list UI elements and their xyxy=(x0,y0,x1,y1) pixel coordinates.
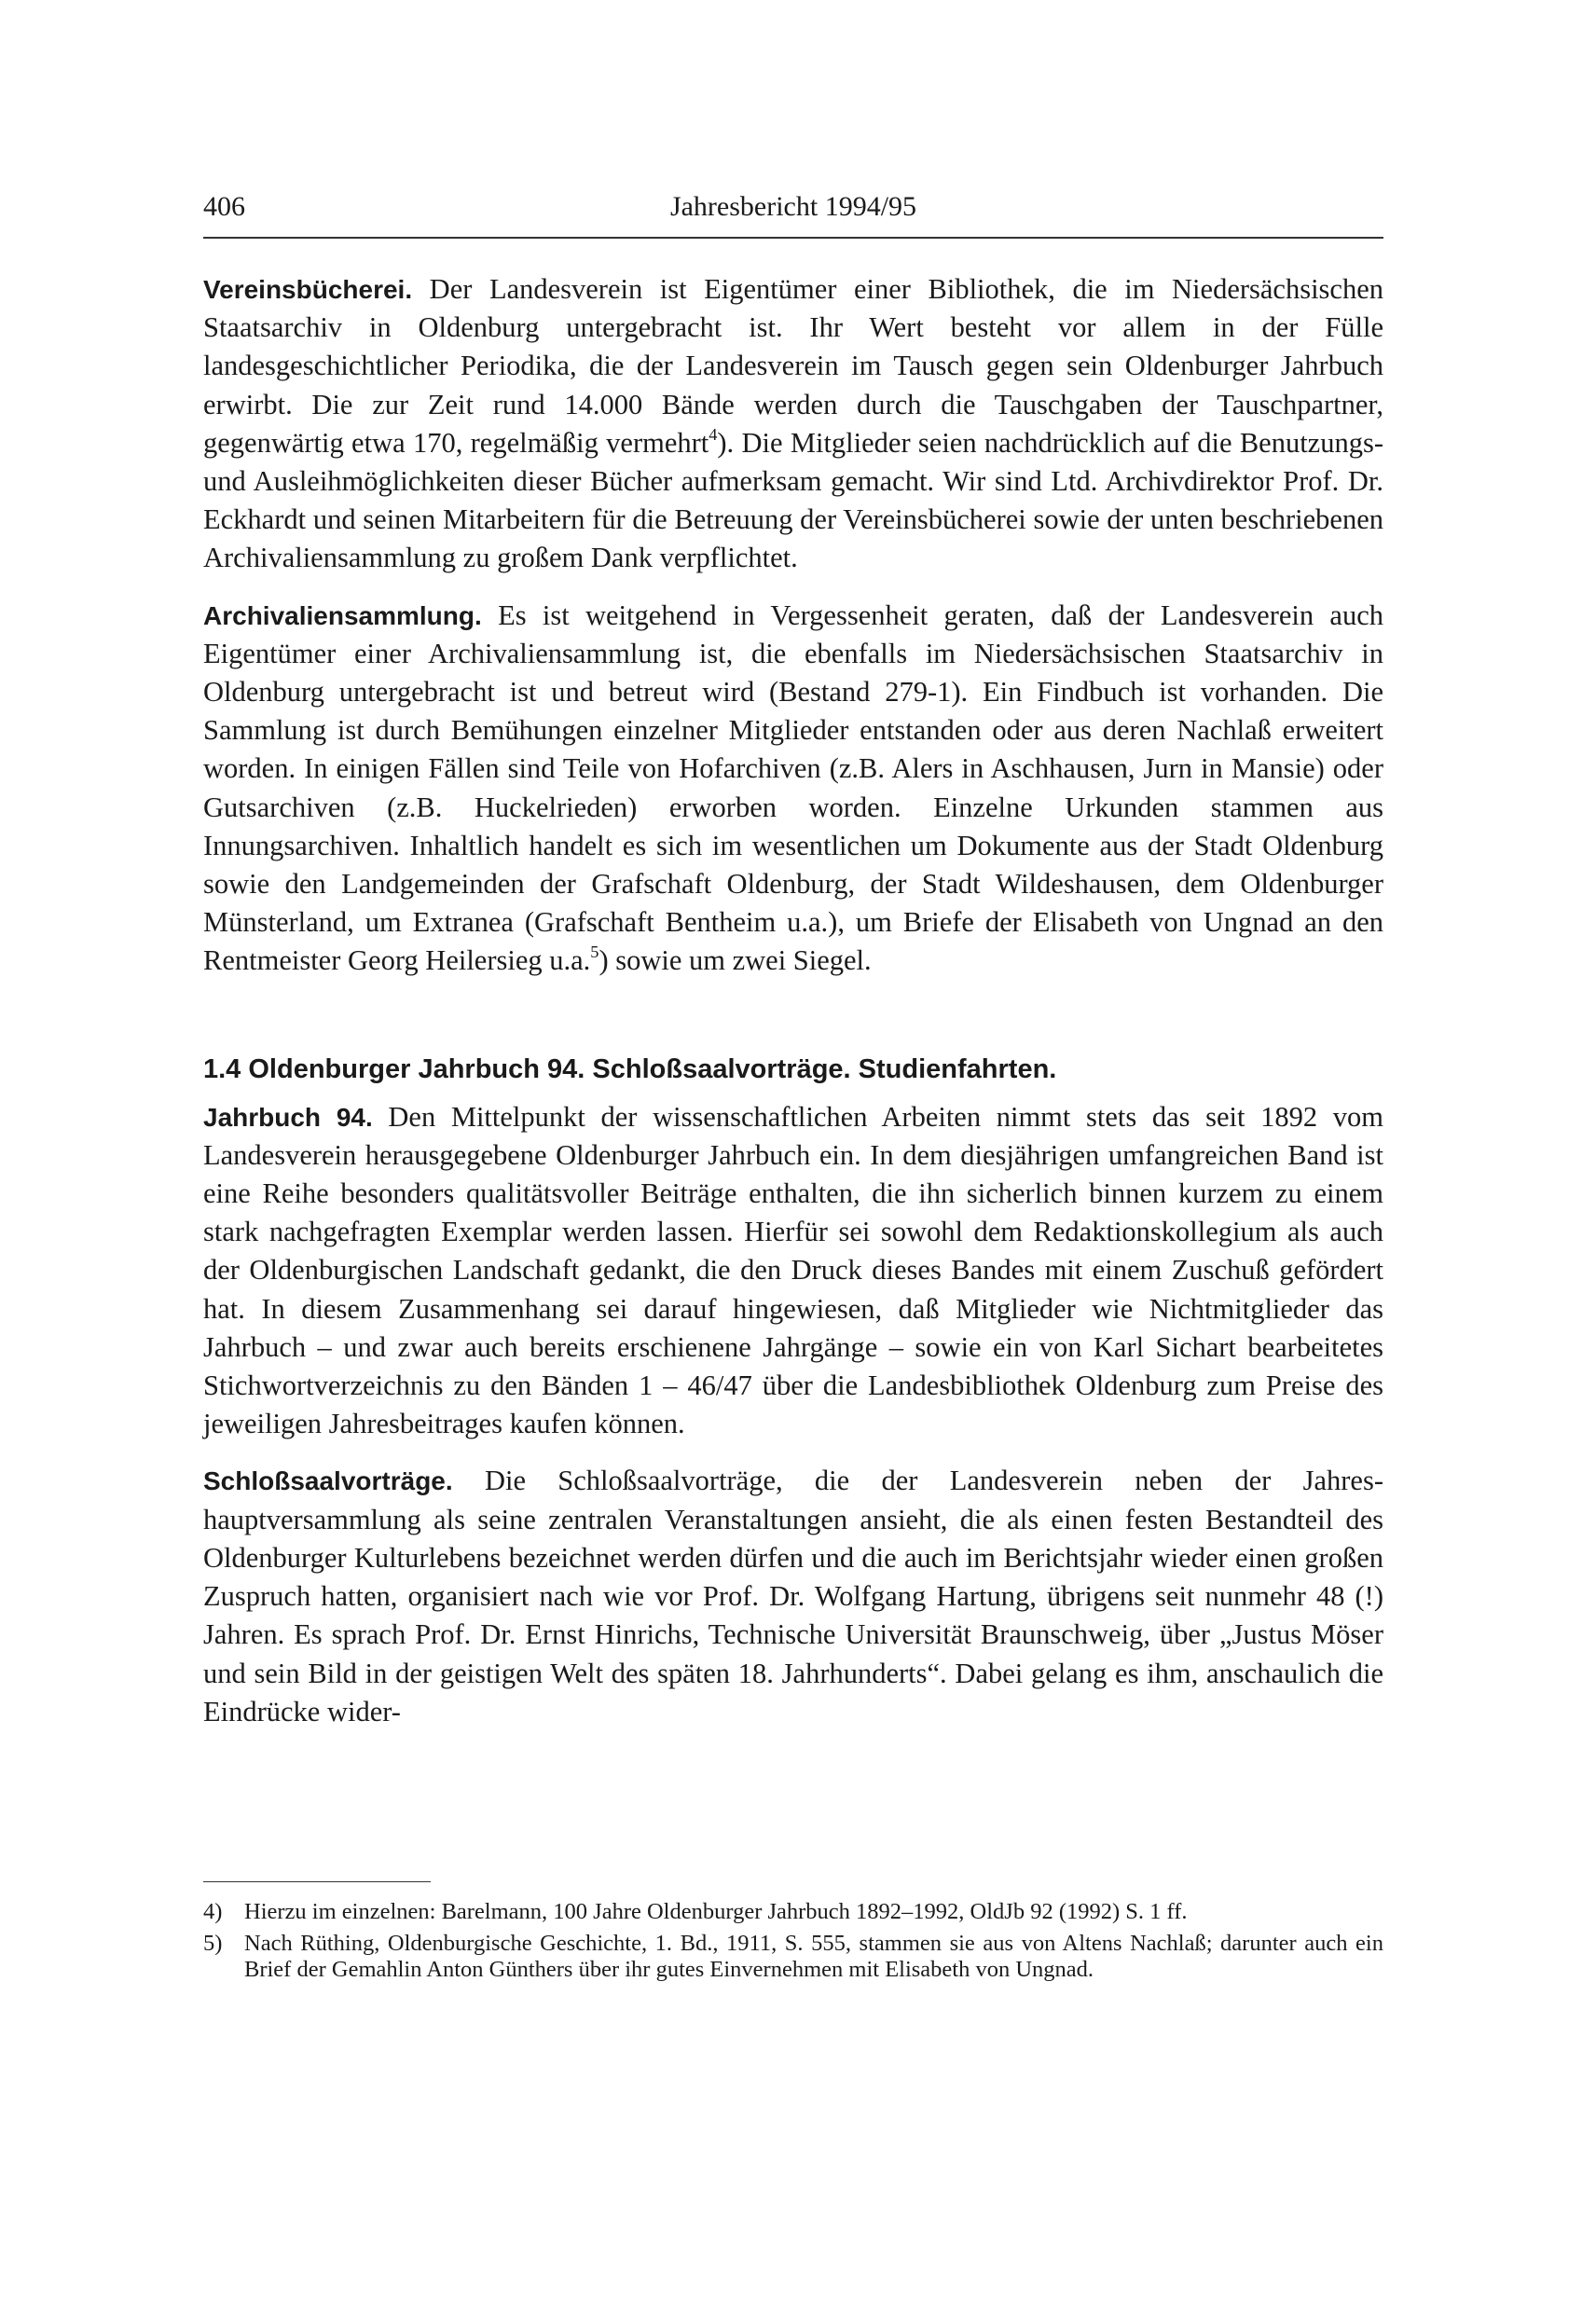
paragraph-text: ). Die Mitglieder seien nachdrücklich auf die Benutzungs- und Ausleihmöglichkeiten dieser Bücher aufmerksam gemacht. Wir sind Ltd. Archivdirektor Prof. Dr. Eckhardt und seinen Mitarbeitern für die Betreuung der Vereinsbücherei sowie der unten beschriebenen Archivaliensammlung zu großem Dank verpflichtet. xyxy=(203,426,1383,574)
paragraph-text: Der Landesverein ist Eigentümer einer Bibliothek, die im Niedersächsischen Staatsarchiv in Oldenburg untergebracht ist. Ihr Wert besteht vor allem in der Fülle landesgeschichtlicher Periodika, die der Landesverein im Tausch gegen sein Oldenburger Jahrbuch erwirbt. Die zur Zeit rund 14.000 Bände werden durch die Tauschgaben der Tauschpartner, gegenwärtig etwa 170, regelmäßig vermehrt xyxy=(203,273,1383,459)
paragraph-text: ) sowie um zwei Siegel. xyxy=(598,944,872,977)
footnote-text: Nach Rüthing, Oldenburgische Geschichte, 1. Bd., 1911, S. 555, stammen sie aus von Altens Nachlaß; darunter auch ein Brief der Gemahlin Anton Günthers über ihr gutes Einvernehmen mit Elisabeth von Ungnad. xyxy=(244,1931,1383,1982)
paragraph-schlosssaal xyxy=(203,1462,1383,1730)
footnote-4 xyxy=(203,1899,1383,1925)
running-header xyxy=(203,185,1383,229)
main-text xyxy=(203,270,1383,1731)
paragraph-jahrbuch xyxy=(203,1098,1383,1444)
footnote-ref-4: 4 xyxy=(709,425,718,445)
runin-heading-jahrbuch: Jahrbuch 94. xyxy=(203,1102,373,1132)
paragraph-archivaliensammlung xyxy=(203,597,1383,981)
page-body xyxy=(203,185,1383,1750)
footnote-rule xyxy=(203,1881,431,1882)
page-number: 406 xyxy=(203,191,245,222)
paragraph-text: Die Schloßsaalvorträge, die der Landesverein neben der Jahreshauptversammlung als seine zentralen Veranstaltungen ansieht, die als einen festen Bestandteil des Oldenburger Kulturlebens bezeichnet werden dürfen und die auch im Berichtsjahr wieder einen großen Zuspruch hatten, organisiert nach wie vor Prof. Dr. Wolfgang Hartung, übrigens seit nunmehr 48 (!) Jahren. Es sprach Prof. Dr. Ernst Hinrichs, Technische Universität Braunschweig, über „Justus Möser und sein Bild in der geistigen Welt des späten 18. Jahrhunderts“. Dabei gelang es ihm, anschaulich die Eindrücke wider- xyxy=(203,1465,1383,1727)
footnote-marker: 4) xyxy=(203,1899,223,1924)
paragraph-text: Den Mittelpunkt der wissenschaftlichen Arbeiten nimmt stets das seit 1892 vom Landesverein herausgegebene Oldenburger Jahrbuch ein. In dem diesjährigen umfangreichen Band ist eine Reihe besonders qualitätsvoller Beiträge enthalten, die ihn sicherlich binnen kurzem zu einem stark nachgefragten Exemplar werden lassen. Hierfür sei sowohl dem Redaktionskollegium als auch der Oldenburgischen Landschaft gedankt, die den Druck dieses Bandes mit einem Zuschuß gefördert hat. In diesem Zusammenhang sei darauf hingewiesen, daß Mitglieder wie Nichtmitglieder das Jahrbuch – und zwar auch bereits erschienene Jahrgänge – sowie ein von Karl Sichart bearbeitetes Stichwortverzeichnis zu den Bänden 1 – 46/47 über die Landesbibliothek Oldenburg zum Preise des jeweiligen Jahresbeitrages kaufen können. xyxy=(203,1100,1383,1440)
paragraph-vereinsbuecherei xyxy=(203,270,1383,578)
runin-heading-archivaliensammlung: Archivaliensammlung. xyxy=(203,600,482,630)
running-title: Jahresbericht 1994/95 xyxy=(669,191,917,222)
runin-heading-schlosssaal: Schloßsaalvorträge. xyxy=(203,1466,453,1496)
footnote-marker: 5) xyxy=(203,1931,223,1956)
footnote-ref-5: 5 xyxy=(590,943,599,962)
header-rule xyxy=(203,237,1383,239)
runin-heading-vereinsbuecherei: Vereinsbücherei. xyxy=(203,275,413,304)
paragraph-text: Es ist weitgehend in Vergessenheit geraten, daß der Landesverein auch Eigentümer einer Archivaliensammlung ist, die ebenfalls im Niedersächsischen Staatsarchiv in Oldenburg untergebracht ist und betreut wird (Bestand 279-1). Ein Findbuch ist vorhanden. Die Sammlung ist durch Bemühungen einzelner Mitglieder entstanden oder aus deren Nachlaß erweitert worden. In einigen Fällen sind Teile von Hofarchiven (z.B. Alers in Aschhausen, Jurn in Mansie) oder Gutsarchiven (z.B. Huckelrieden) erworben worden. Einzelne Urkunden stammen aus Innungsarchiven. Inhaltlich handelt es sich im wesentlichen um Dokumente aus der Stadt Oldenburg sowie den Landgemeinden der Grafschaft Oldenburg, der Stadt Wildeshausen, dem Oldenburger Münsterland, um Extranea (Grafschaft Bentheim u.a.), um Briefe der Elisabeth von Ungnad an den Rentmeister Georg Heilersieg u.a. xyxy=(203,599,1383,977)
footnotes xyxy=(203,1881,1383,1989)
section-heading-1-4: 1.4 Oldenburger Jahrbuch 94. Schloßsaalvorträge. Studienfahrten. xyxy=(203,1053,1057,1084)
footnote-text: Hierzu im einzelnen: Barelmann, 100 Jahre Oldenburger Jahrbuch 1892–1992, OldJb 92 (1992) S. 1 ff. xyxy=(244,1899,1188,1924)
footnote-5 xyxy=(203,1931,1383,1983)
